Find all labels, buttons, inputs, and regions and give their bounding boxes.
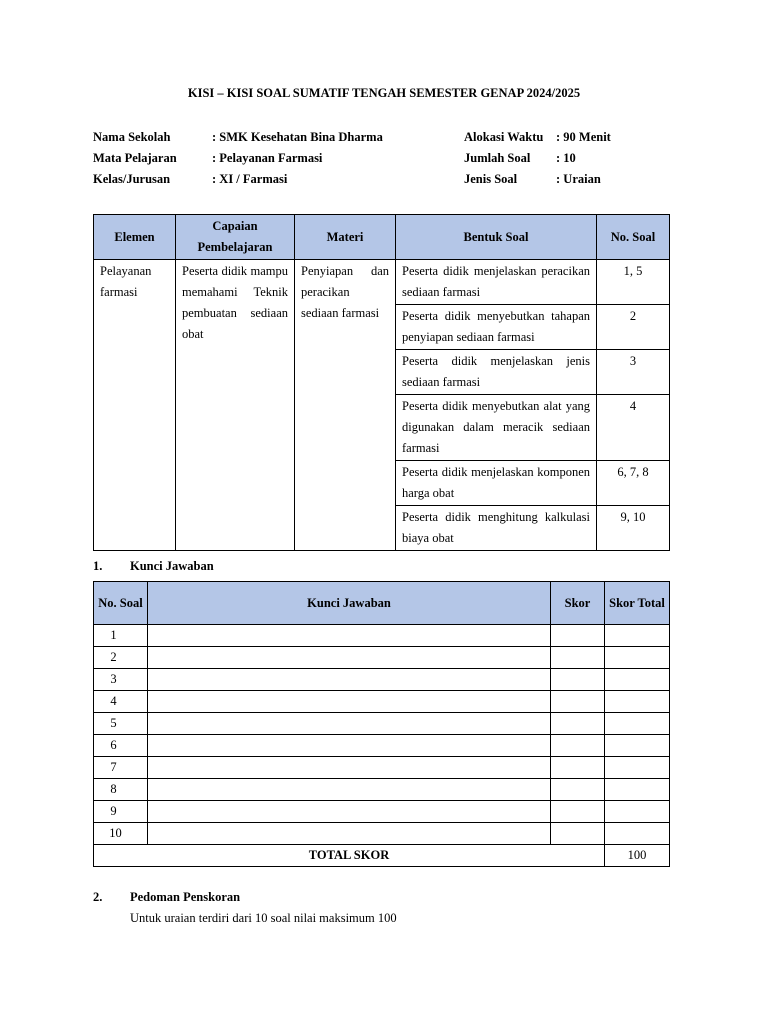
row-number: 6 <box>94 735 148 757</box>
row-number: 1 <box>94 625 148 647</box>
cell-bentuk-soal: Peserta didik menjelaskan komponen harga obat <box>396 461 597 506</box>
table-row <box>94 801 670 823</box>
cell-no-soal: 6, 7, 8 <box>597 461 670 506</box>
section-number: 1. <box>93 559 103 573</box>
header-materi: Materi <box>295 215 396 260</box>
header-skor: Skor <box>551 582 605 625</box>
section-title: Pedoman Penskoran <box>130 890 241 904</box>
info-label: Alokasi Waktu <box>464 130 544 144</box>
info-label: Kelas/Jurusan <box>93 172 171 186</box>
cell-bentuk-soal: Peserta didik menjelaskan jenis sediaan farmasi <box>396 350 597 395</box>
answer-cell <box>148 757 551 779</box>
total-label: TOTAL SKOR <box>94 845 605 867</box>
section-kunci-jawaban <box>93 559 214 574</box>
total-cell <box>605 757 670 779</box>
info-label: Nama Sekolah <box>93 130 171 144</box>
table-row <box>94 713 670 735</box>
document-title: KISI – KISI SOAL SUMATIF TENGAH SEMESTER GENAP 2024/2025 <box>187 86 581 100</box>
cell-bentuk-soal: Peserta didik menyebutkan tahapan penyiapan sediaan farmasi <box>396 305 597 350</box>
cell-capaian: Peserta didik mampu memahami Teknik pembuatan sediaan obat <box>176 260 295 551</box>
total-cell <box>605 625 670 647</box>
row-number: 2 <box>94 647 148 669</box>
info-label: Jumlah Soal <box>464 151 531 165</box>
row-number: 3 <box>94 669 148 691</box>
cell-no-soal: 9, 10 <box>597 506 670 551</box>
table-row <box>94 779 670 801</box>
cell-no-soal: 1, 5 <box>597 260 670 305</box>
score-cell <box>551 801 605 823</box>
kisi-table <box>93 214 670 551</box>
cell-no-soal: 2 <box>597 305 670 350</box>
section-title: Kunci Jawaban <box>130 559 214 573</box>
section-pedoman-penskoran <box>93 890 240 905</box>
total-row <box>94 845 670 867</box>
header-no-soal: No. Soal <box>94 582 148 625</box>
answer-cell <box>148 669 551 691</box>
total-cell <box>605 647 670 669</box>
info-value: : 10 <box>556 151 576 165</box>
info-value: : 90 Menit <box>556 130 611 144</box>
score-cell <box>551 647 605 669</box>
pedoman-text: Untuk uraian terdiri dari 10 soal nilai maksimum 100 <box>130 911 397 925</box>
answer-cell <box>148 735 551 757</box>
header-no-soal: No. Soal <box>597 215 670 260</box>
info-value: : Uraian <box>556 172 601 186</box>
header-elemen: Elemen <box>94 215 176 260</box>
header-bentuk-soal: Bentuk Soal <box>396 215 597 260</box>
cell-materi: Penyiapan dan peracikan sediaan farmasi <box>295 260 396 551</box>
answer-cell <box>148 823 551 845</box>
answer-cell <box>148 779 551 801</box>
kunci-table <box>93 581 670 867</box>
kunci-header-row <box>94 582 670 625</box>
table-row <box>94 691 670 713</box>
row-number: 4 <box>94 691 148 713</box>
total-cell <box>605 779 670 801</box>
cell-bentuk-soal: Peserta didik menghitung kalkulasi biaya obat <box>396 506 597 551</box>
answer-cell <box>148 801 551 823</box>
total-cell <box>605 823 670 845</box>
total-value: 100 <box>605 845 670 867</box>
total-cell <box>605 713 670 735</box>
table-row <box>94 823 670 845</box>
cell-bentuk-soal: Peserta didik menjelaskan peracikan sediaan farmasi <box>396 260 597 305</box>
answer-cell <box>148 691 551 713</box>
table-row <box>94 735 670 757</box>
cell-no-soal: 4 <box>597 395 670 461</box>
answer-cell <box>148 647 551 669</box>
info-right <box>464 127 611 190</box>
header-skor-total: Skor Total <box>605 582 670 625</box>
table-row <box>94 625 670 647</box>
section-number: 2. <box>93 890 103 904</box>
header-capaian: Capaian Pembelajaran <box>176 215 295 260</box>
table-row <box>94 647 670 669</box>
cell-no-soal: 3 <box>597 350 670 395</box>
header-kunci-jawaban: Kunci Jawaban <box>148 582 551 625</box>
row-number: 7 <box>94 757 148 779</box>
info-left <box>93 127 383 190</box>
row-number: 8 <box>94 779 148 801</box>
kisi-row <box>94 260 670 305</box>
row-number: 10 <box>94 823 148 845</box>
score-cell <box>551 713 605 735</box>
total-cell <box>605 801 670 823</box>
info-value: : XI / Farmasi <box>212 172 288 186</box>
table-row <box>94 669 670 691</box>
kisi-header-row <box>94 215 670 260</box>
score-cell <box>551 669 605 691</box>
info-value: : SMK Kesehatan Bina Dharma <box>212 130 383 144</box>
score-cell <box>551 779 605 801</box>
score-cell <box>551 735 605 757</box>
score-cell <box>551 757 605 779</box>
score-cell <box>551 625 605 647</box>
row-number: 5 <box>94 713 148 735</box>
total-cell <box>605 735 670 757</box>
score-cell <box>551 823 605 845</box>
score-cell <box>551 691 605 713</box>
total-cell <box>605 669 670 691</box>
answer-cell <box>148 625 551 647</box>
cell-bentuk-soal: Peserta didik menyebutkan alat yang digunakan dalam meracik sediaan farmasi <box>396 395 597 461</box>
table-row <box>94 757 670 779</box>
info-value: : Pelayanan Farmasi <box>212 151 323 165</box>
answer-cell <box>148 713 551 735</box>
total-cell <box>605 691 670 713</box>
row-number: 9 <box>94 801 148 823</box>
info-label: Mata Pelajaran <box>93 151 177 165</box>
cell-elemen: Pelayanan farmasi <box>94 260 176 551</box>
info-label: Jenis Soal <box>464 172 518 186</box>
